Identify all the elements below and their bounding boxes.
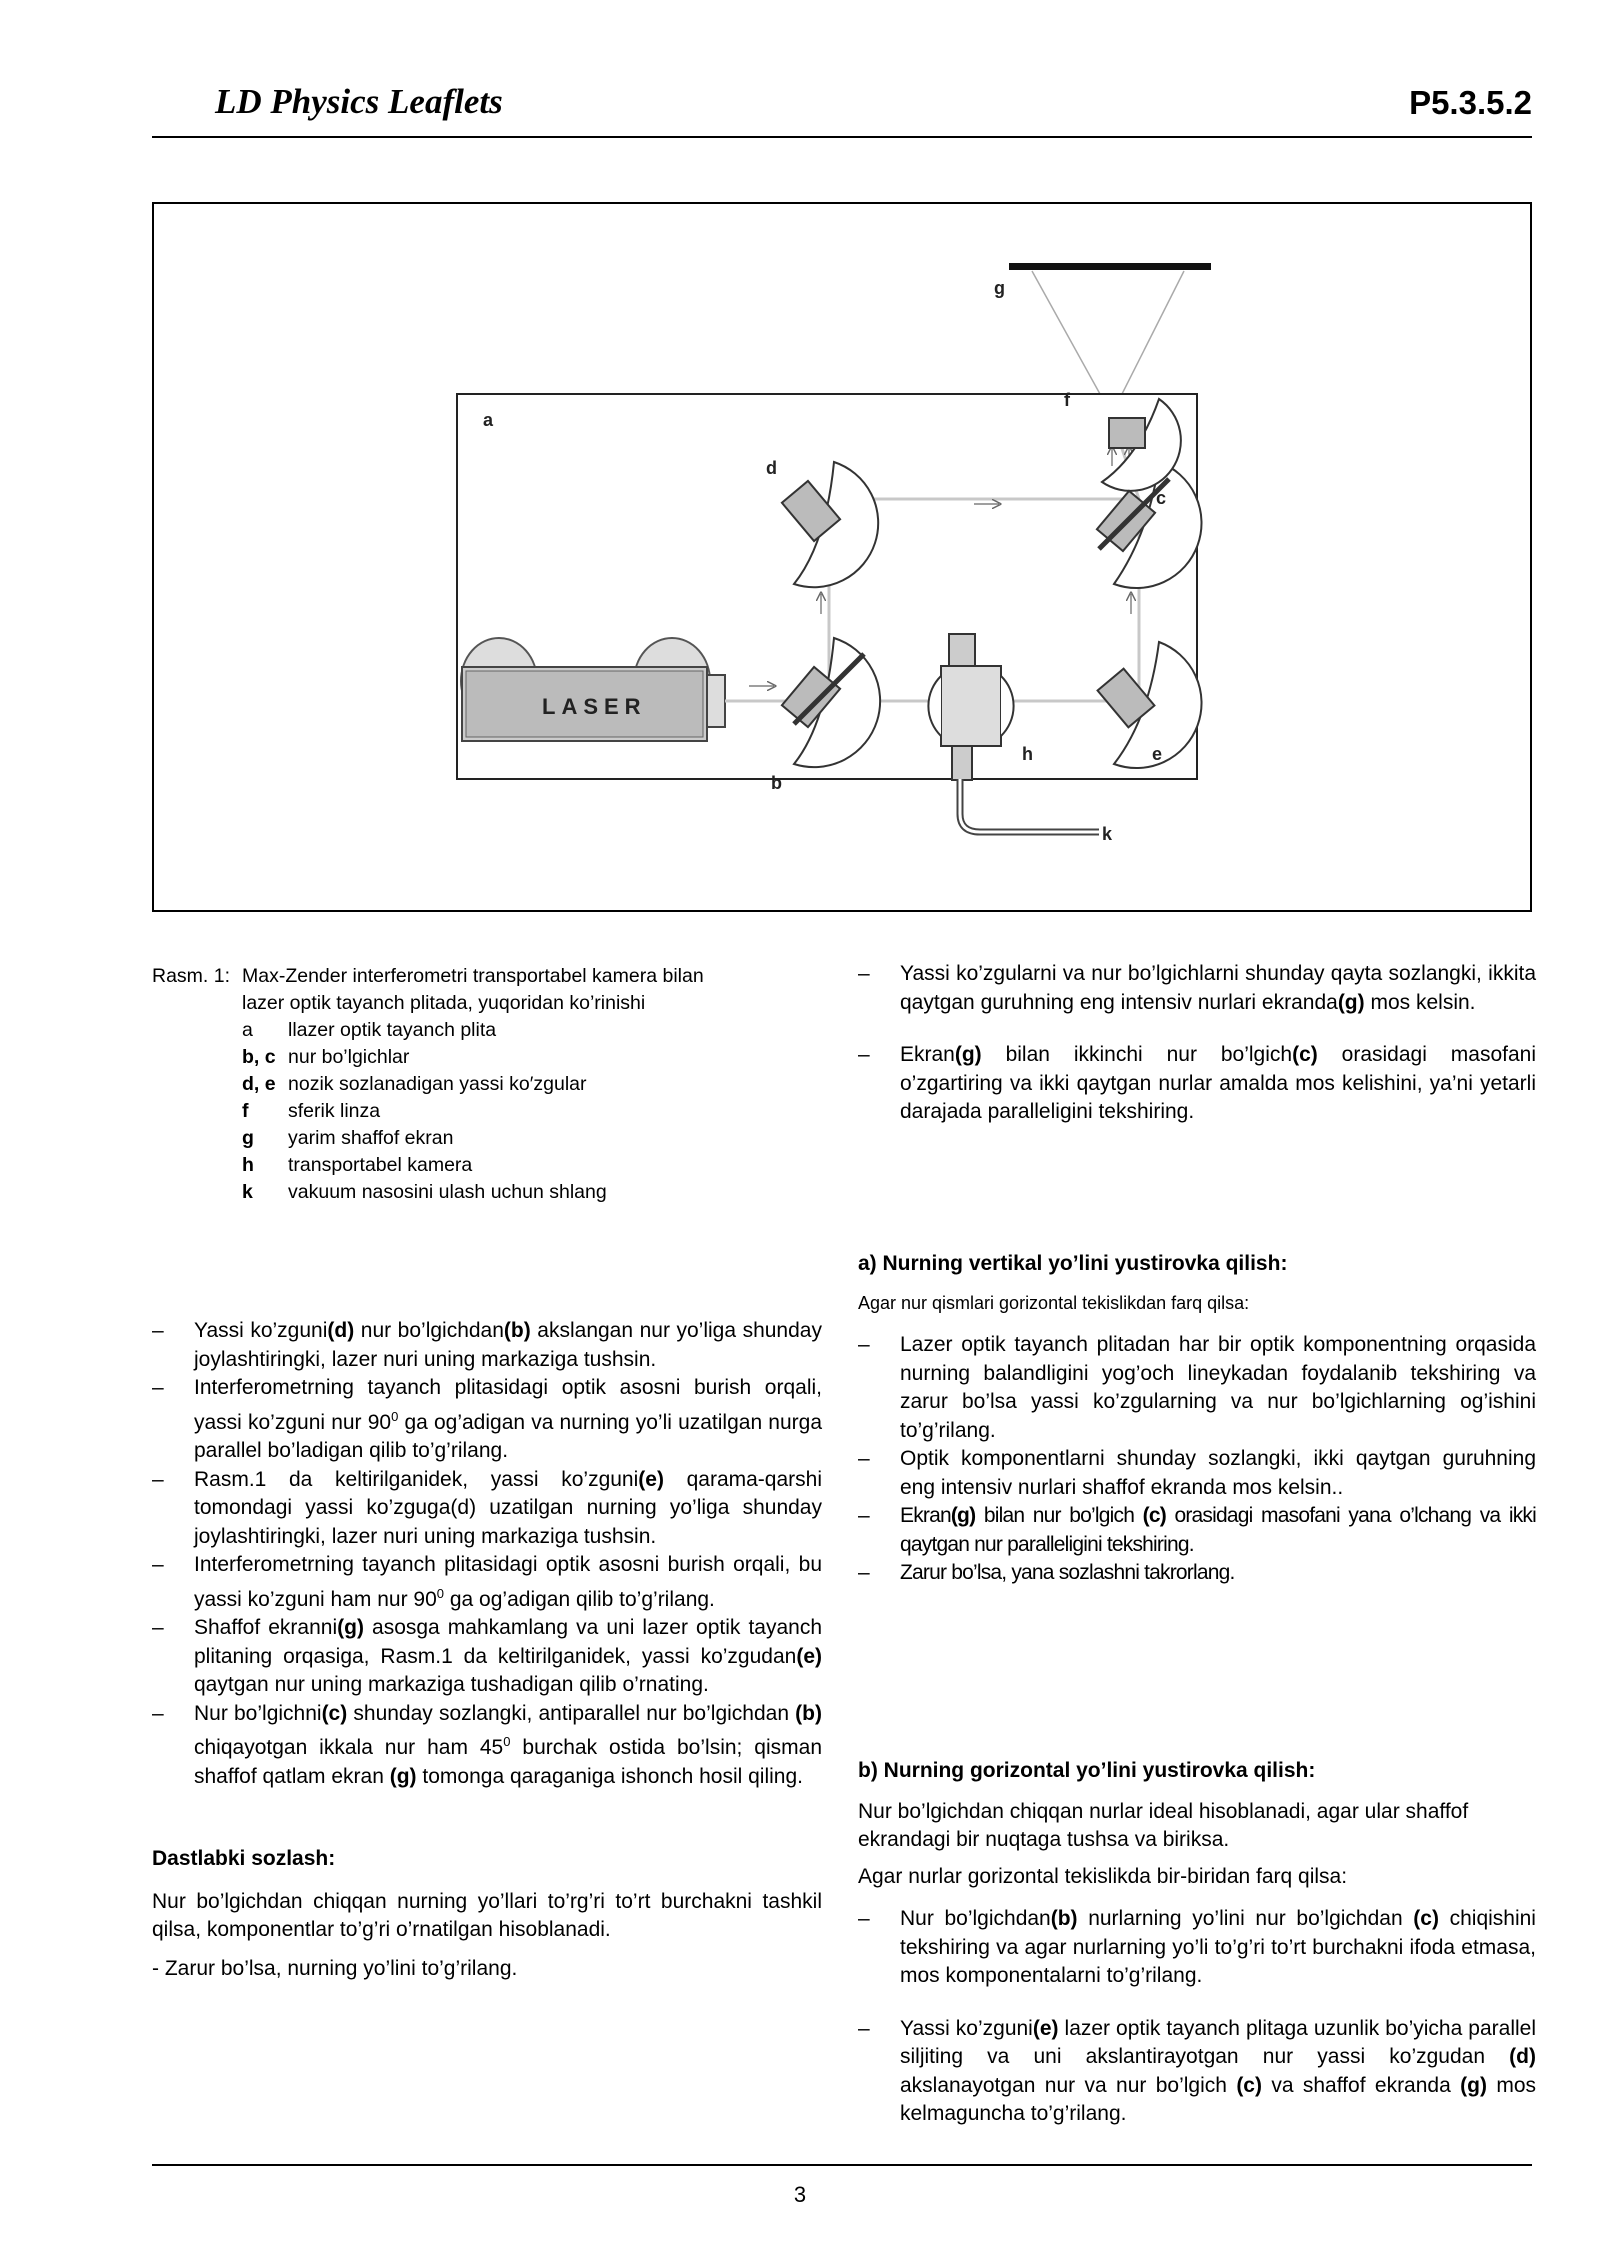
list-item: – Interferometrning tayanch plitasidagi optik asosni burish orqali, bu yassi ko’zguni ham nur $90^0$ ga og’adigan qilib to’g’rilang. <box>152 1553 822 1611</box>
section-b <box>858 1757 1536 2129</box>
caption-line-1: Max-Zender interferometri transportabel kamera bilan <box>242 965 704 987</box>
caption-key: f <box>242 1100 249 1122</box>
footer-rule <box>152 2164 1532 2166</box>
list-item: – Yassi ko’zguni(e) lazer optik tayanch plitaga uzunlik bo’yicha parallel siljiting va uni akslantirayotgan nur yassi ko’zgudan (d) akslanayotgan nur va nur bo’lgich (c) va shaffof ekranda (g) mos kelmaguncha to’g’rilang. <box>858 2016 1536 2125</box>
interferometer-diagram <box>154 204 1530 910</box>
figure-label-c: c <box>1156 488 1167 508</box>
list-item: – Interferometrning tayanch plitasidagi optik asosni burish orqali, yassi ko’zguni nur $90^0$ ga og’adigan va nurning yo’li uzatilgan nurga parallel bo’ladigan qilib to’g’rilang. <box>152 1376 822 1462</box>
list-item: – Ekran(g) bilan nur bo’lgich (c) orasidagi masofani yana o’lchang va ikki qaytgan nur paralleligini tekshiring. <box>858 1504 1536 1556</box>
section-a-heading: a) Nurning vertikal yo’lini yustirovka qilish: <box>858 1252 1288 1275</box>
caption-text: vakuum nasosini ulash uchun shlang <box>288 1181 607 1203</box>
list-item: – Ekran(g) bilan ikkinchi nur bo’lgich(c) orasidagi masofani o’zgartiring va ikki qaytgan nurlar amalda mos kelishini, ya’ni yetarli darajada paralleligini tekshiring. <box>858 1043 1536 1123</box>
figure-label-e: e <box>1152 744 1163 764</box>
figure-label-h: h <box>1022 744 1033 764</box>
caption-key: g <box>242 1127 254 1149</box>
list-item: – Yassi ko’zgularni va nur bo’lgichlarni shunday qayta sozlangki, ikkita qaytgan guruhning eng intensiv nurlari ekranda(g) mos kelsin. <box>858 962 1536 1014</box>
list-item: – Yassi ko’zguni(d) nur bo’lgichdan(b) akslangan nur yo’liga shunday joylashtiringki, lazer nuri uning markaziga tushsin. <box>152 1319 822 1371</box>
section-b-intro-2: Agar nurlar gorizontal tekislikda bir-biridan farq qilsa: <box>858 1864 1348 1888</box>
section-a <box>858 1250 1536 1588</box>
page-number: 3 <box>793 2182 807 2207</box>
figure-label-k: k <box>1102 824 1113 844</box>
screen-g <box>1009 263 1211 270</box>
figure-caption <box>152 963 792 1206</box>
caption-key: d, e <box>242 1073 276 1095</box>
caption-text: sferik linza <box>288 1100 381 1122</box>
caption-key: k <box>242 1181 253 1203</box>
list-item: – Shaffof ekranni(g) asosga mahkamlang va uni lazer optik tayanch plitaning orqasiga, Rasm.1 da keltirilganidek, yassi ko’zgudan(e) qaytgan nur uning markaziga tushadigan qilib o’rnating. <box>152 1616 822 1696</box>
leaflet-title: LD Physics Leaflets <box>215 82 503 121</box>
section-a-intro: Agar nur qismlari gorizontal tekislikdan farq qilsa: <box>858 1292 1250 1313</box>
right-top-block <box>858 960 1536 1127</box>
laser-text: LASER <box>542 694 647 719</box>
list-item: – Nur bo’lgichdan(b) nurlarning yo’lini nur bo’lgichdan (c) chiqishini tekshiring va agar nurlarning yo’li to’g’ri to’rt burchakni ifoda etmasa, mos komponentalarni to’g’rilang. <box>858 1907 1536 1987</box>
header-rule <box>152 136 1532 138</box>
section-b-intro-1: Nur bo’lgichdan chiqqan nurlar ideal hisoblanadi, agar ular shaffof ekrandagi bir nuqtaga tushsa va biriksa. <box>858 1799 1469 1851</box>
caption-text: nur bo’lgichlar <box>288 1046 410 1068</box>
figure-label-a: a <box>483 410 494 430</box>
caption-text: nozik sozlanadigan yassi ko′zgular <box>288 1073 587 1095</box>
caption-prefix: Rasm. 1: <box>152 965 231 987</box>
caption-text: transportabel kamera <box>288 1154 473 1176</box>
list-item: – Nur bo’lgichni(c) shunday sozlangki, antiparallel nur bo’lgichdan (b) chiqayotgan ikkala nur ham $45^0$ burchak ostida bo’lsin; qisman shaffof qatlam ekran (g) tomonga qaraganiga ishonch hosil qiling. <box>152 1701 823 1788</box>
caption-key: a <box>242 1019 253 1041</box>
prelim-item: - Zarur bo’lsa, nurning yo’lini to’g’rilang. <box>152 1956 518 1980</box>
prelim-text: Nur bo’lgichdan chiqqan nurning yo’llari to’rg’ri to’rt burchakni tashkil qilsa, komponentlar to’g’ri o’rnatilgan hisoblanadi. <box>152 1889 822 1941</box>
figure-label-f: f <box>1064 390 1070 410</box>
figure-frame <box>152 202 1532 912</box>
section-b-heading: b) Nurning gorizontal yo’lini yustirovka qilish: <box>858 1759 1316 1782</box>
caption-key: h <box>242 1154 254 1176</box>
figure-label-d: d <box>766 458 777 478</box>
caption-line-2: lazer optik tayanch plitada, yuqoridan ko’rinishi <box>242 992 646 1014</box>
list-item: – Rasm.1 da keltirilganidek, yassi ko’zguni(e) qarama-qarshi tomondagi yassi ko’zguga(d) uzatilgan nurning yo’liga shunday joylashtiringki, lazer nuri uning markaziga tushsin. <box>152 1467 822 1548</box>
prelim-heading: Dastlabki sozlash: <box>152 1847 336 1870</box>
caption-text: llazer optik tayanch plita <box>288 1019 497 1041</box>
caption-text: yarim shaffof ekran <box>288 1127 454 1149</box>
list-item: – Zarur bo’lsa, yana sozlashni takrorlang. <box>858 1561 1235 1584</box>
document-code: P5.3.5.2 <box>1409 84 1532 121</box>
list-item: – Optik komponentlarni shunday sozlangki, ikki qaytgan guruhning eng intensiv nurlari shaffof ekranda mos kelsin.. <box>858 1447 1536 1499</box>
caption-key: b, c <box>242 1046 276 1068</box>
left-column <box>152 1317 822 1983</box>
figure-label-b: b <box>771 773 782 793</box>
list-item: – Lazer optik tayanch plitadan har bir optik komponentning orqasida nurning balandligini yog’och lineykadan foydalanib tekshiring va zarur bo’lsa yassi ko’zgularning va nur bo’lgichlarning og’ishini to’g’rilang. <box>858 1333 1536 1442</box>
figure-label-g: g <box>994 278 1005 298</box>
